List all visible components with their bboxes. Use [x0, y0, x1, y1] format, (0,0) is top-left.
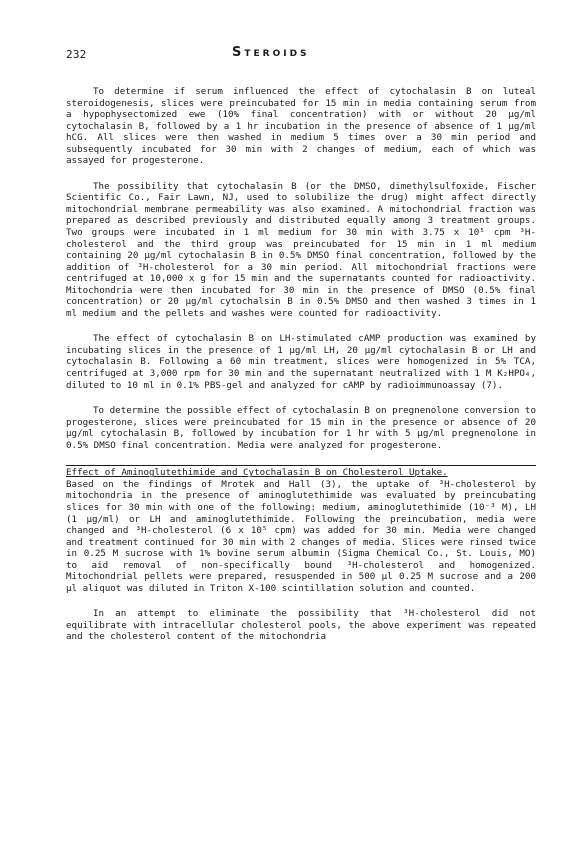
section-top-rule — [66, 465, 536, 466]
paragraph-serum-effect: To determine if serum influenced the effect of cytochalasin B on luteal steroidogenesis, slices were preincubated for 15 min in media containing serum from a hypophysectomized ewe (10% final concentration) with or without 20 μg/ml cytochalasin B, followed by a 1 hr incubation in the presence of absence of 1 μg/ml hCG. All slices were then washed in medium 5 times over a 30 min period and subsequently incubated for 30 min with 2 changes of medium, each of which was assayed for progesterone. — [66, 86, 536, 167]
paragraph-pregnenolone-conversion: To determine the possible effect of cytochalasin B on pregnenolone conversion to progesterone, slices were preincubated for 15 min in the presence or absence of 20 μg/ml cytochalasin B, followed by incubation for 1 hr with 5 μg/ml pregnenolone in 0.5% DMSO final concentration. Media were analyzed for progesterone. — [66, 405, 536, 451]
section-heading: Effect of Aminoglutethimide and Cytochalasin B on Cholesterol Uptake. — [66, 467, 448, 479]
paragraph-mitochondrial-permeability: The possibility that cytochalasin B (or the DMSO, dimethylsulfoxide, Fischer Scientific Co., Fair Lawn, NJ, used to solubilize the drug) might affect directly mitochondrial membrane permeability was also examined. A mitochondrial fraction was prepared as described previously and distributed equally among 3 treatment groups. Two groups were incubated in 1 ml medium for 30 min with 3.75 x 10⁵ cpm ³H-cholesterol and the third group was preincubated for 15 min in 1 ml medium containing 20 μg/ml cytochalasin B in 0.5% DMSO final concentration, followed by the addition of ³H-cholesterol for a 30 min period. All mitochondrial fractions were centrifuged at 10,000 x g for 15 min and the supernatants counted for radioactivity. Mitochondria were then incubated for 30 min in the presence of DMSO (0.5% final concentration) or 20 μg/ml cytochalsin B in 0.5% DMSO and then washed 3 times in 1 ml medium and the pellets and washes were counted for radioactivity. — [66, 180, 536, 319]
journal-title: Steroids — [232, 45, 310, 60]
paragraph-cholesterol-uptake: Based on the findings of Mrotek and Hall (3), the uptake of ³H-cholesterol by mitochondria in the presence of aminoglutethimide was evaluated by preincubating slices for 30 min with one of the following: medium, aminoglutethimide (10⁻³ M), LH (1 μg/ml) or LH and aminoglutethimide. Following the preincubation, media were changed and ³H-cholesterol (6 x 10⁵ cpm) was added for 30 min. Media were changed and treatment continued for 30 min with 2 changes of media. Slices were rinsed twice in 0.25 M sucrose with 1% bovine serum albumin (Sigma Chemical Co., St. Louis, MO) to aid removal of non-specifically bound ³H-cholesterol and homogenized. Mitochondrial pellets were prepared, resuspended in 500 μl 0.25 M sucrose and a 200 μl aliquot was diluted in Triton X-100 scintillation solution and counted. — [66, 478, 536, 594]
paragraph-equilibration: In an attempt to eliminate the possibility that ³H-cholesterol did not equilibrate with intracellular cholesterol pools, the above experiment was repeated and the cholesterol content of the mitochondria — [66, 608, 536, 643]
page-number: 232 — [66, 48, 87, 61]
body-text — [66, 86, 536, 657]
paragraph-camp-production: The effect of cytochalasin B on LH-stimulated cAMP production was examined by incubating slices in the presence of 1 μg/ml LH, 20 μg/ml cytochalasin B or LH and cytochalasin B. Following a 60 min treatment, slices were homogenized in 5% TCA, centrifuged at 3,000 rpm for 30 min and the supernatant neutralized with 1 M K₂HPO₄, diluted to 10 ml in 0.1% PBS-gel and analyzed for cAMP by radioimmunoassay (7). — [66, 333, 536, 391]
